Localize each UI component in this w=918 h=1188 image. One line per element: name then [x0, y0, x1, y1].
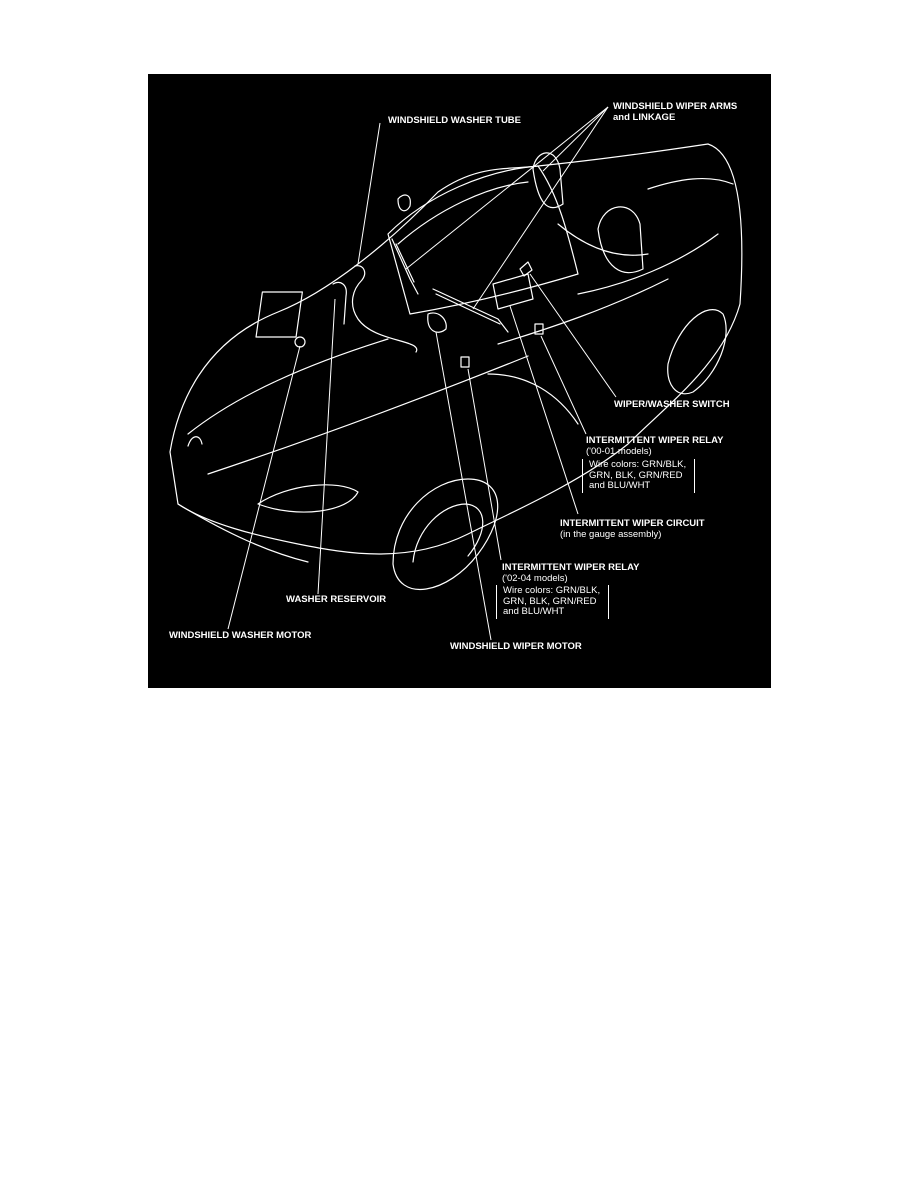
- wire-colors-early: Wire colors: GRN/BLK, GRN, BLK, GRN/RED and BLU/WHT: [582, 459, 695, 493]
- wiper-system-diagram: [148, 74, 771, 688]
- seat-right: [598, 207, 643, 273]
- leader-wiper-switch: [530, 274, 616, 397]
- label-washer-reservoir: WASHER RESERVOIR: [286, 594, 387, 605]
- label-wiper-arms: WINDSHIELD WIPER ARMS and LINKAGE: [613, 101, 738, 123]
- wire-colors-late: Wire colors: GRN/BLK, GRN, BLK, GRN/RED and BLU/WHT: [496, 585, 609, 619]
- headlight: [258, 485, 358, 512]
- leader-wiper-arms-b: [473, 107, 608, 309]
- leader-wiper-arms-a: [406, 107, 608, 269]
- relay-late-shape: [461, 357, 469, 367]
- label-wiper-washer-switch: WIPER/WASHER SWITCH: [614, 399, 730, 410]
- front-wheel: [393, 479, 498, 589]
- leader-relay-early: [541, 336, 586, 434]
- label-relay-early: INTERMITTENT WIPER RELAY ('00-01 models): [586, 435, 724, 457]
- leader-washer-motor: [228, 346, 300, 629]
- leader-washer-tube: [358, 123, 380, 264]
- label-washer-tube: WINDSHIELD WASHER TUBE: [388, 115, 521, 126]
- label-relay-late: INTERMITTENT WIPER RELAY ('02-04 models): [502, 562, 640, 584]
- wiper-arm-left: [392, 239, 418, 294]
- washer-reservoir-shape: [256, 292, 302, 337]
- washer-tube-shape: [352, 266, 416, 352]
- leader-wiper-motor: [436, 332, 491, 640]
- label-washer-motor: WINDSHIELD WASHER MOTOR: [169, 630, 312, 641]
- label-intermittent-circuit: INTERMITTENT WIPER CIRCUIT (in the gauge assembly): [560, 518, 705, 540]
- label-wiper-motor: WINDSHIELD WIPER MOTOR: [450, 641, 582, 652]
- wiper-motor-shape: [428, 313, 446, 332]
- car-line-drawing: [148, 74, 771, 688]
